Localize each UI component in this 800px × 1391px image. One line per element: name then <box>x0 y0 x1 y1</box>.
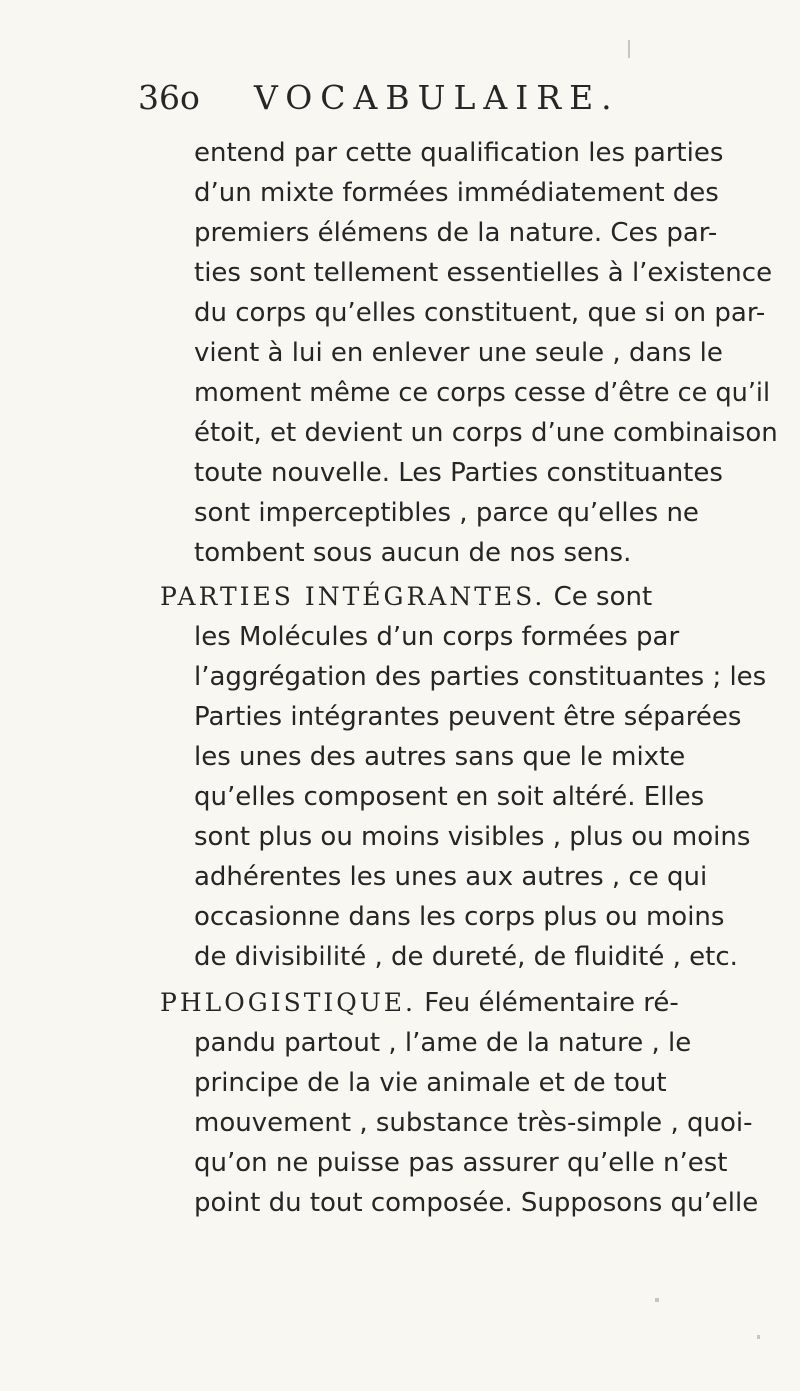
text-line: entend par cette qualification les parties <box>194 138 724 168</box>
text-line: toute nouvelle. Les Parties constituantes <box>194 458 723 488</box>
text-line: ties sont tellement essentielles à l’existence <box>194 258 773 288</box>
text-line: moment même ce corps cesse d’être ce qu’il <box>194 378 771 408</box>
text-line: sont imperceptibles , parce qu’elles ne <box>194 498 699 528</box>
text-line: qu’elles composent en soit altéré. Elles <box>194 782 705 812</box>
paper-speck <box>757 1335 760 1339</box>
text-line: adhérentes les unes aux autres , ce qui <box>194 862 708 892</box>
text-line: les Molécules d’un corps formées par <box>194 622 680 652</box>
text-line: étoit, et devient un corps d’une combinaison <box>194 418 778 448</box>
text-line: tombent sous aucun de nos sens. <box>194 538 632 568</box>
running-head: VOCABULAIRE. <box>254 78 620 117</box>
text-line: d’un mixte formées immédiatement des <box>194 178 719 208</box>
paper-speck <box>655 1298 659 1302</box>
entry-first-line <box>160 986 679 1020</box>
text-line: Parties intégrantes peuvent être séparées <box>194 702 742 732</box>
entry-headword: PHLOGISTIQUE. <box>160 988 417 1017</box>
text-line: du corps qu’elles constituent, que si on par- <box>194 298 766 328</box>
text-line: premiers élémens de la nature. Ces par- <box>194 218 718 248</box>
text-line: de divisibilité , de dureté, de fluidité , etc. <box>194 942 738 972</box>
text-line: point du tout composée. Supposons qu’elle <box>194 1188 759 1218</box>
entry-first-line-text: Ce sont <box>545 582 653 612</box>
paper-speck <box>628 40 630 58</box>
text-line: mouvement , substance très-simple , quoi- <box>194 1108 753 1138</box>
text-line: vient à lui en enlever une seule , dans le <box>194 338 723 368</box>
text-line: les unes des autres sans que le mixte <box>194 742 686 772</box>
text-line: principe de la vie animale et de tout <box>194 1068 667 1098</box>
entry-first-line-text: Feu élémentaire ré- <box>416 988 679 1018</box>
text-line: pandu partout , l’ame de la nature , le <box>194 1028 692 1058</box>
text-line: qu’on ne puisse pas assurer qu’elle n’est <box>194 1148 728 1178</box>
entry-headword: PARTIES INTÉGRANTES. <box>160 582 546 611</box>
entry-first-line <box>160 580 652 614</box>
text-line: sont plus ou moins visibles , plus ou moins <box>194 822 751 852</box>
text-line: occasionne dans les corps plus ou moins <box>194 902 725 932</box>
text-line: l’aggrégation des parties constituantes ; les <box>194 662 767 692</box>
page-number: 36o <box>138 78 200 117</box>
